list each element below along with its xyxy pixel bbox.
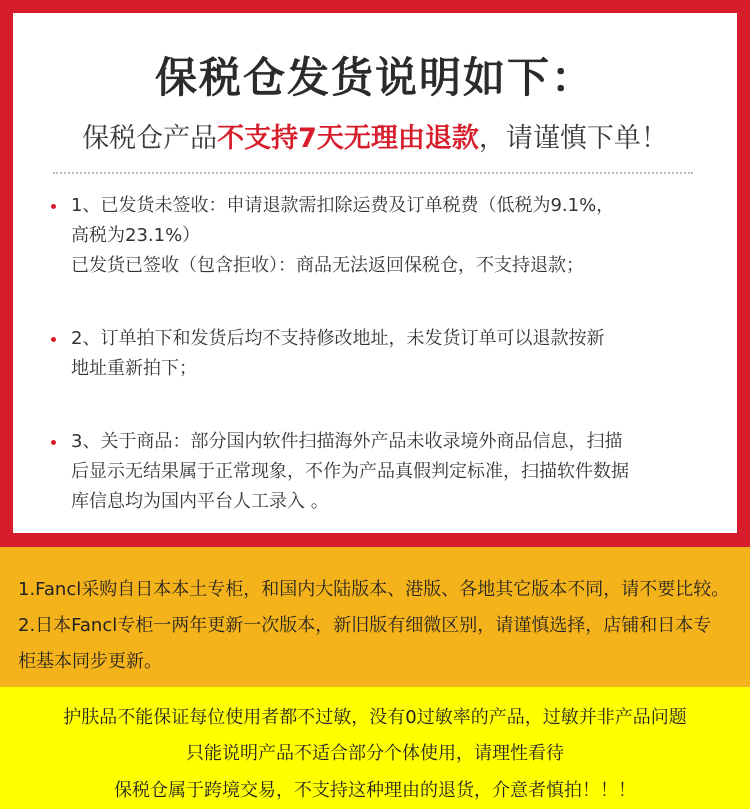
version-notice-line: 1.Fancl采购自日本本土专柜，和国内大陆版本、港版、各地其它版本不同，请不要比较。 bbox=[18, 579, 730, 600]
bullet-dot-icon bbox=[51, 204, 56, 209]
version-notice-line: 柜基本同步更新。 bbox=[18, 651, 162, 672]
subtitle bbox=[13, 116, 737, 155]
subtitle-prefix: 保税仓产品 bbox=[82, 123, 218, 154]
allergy-notice-line: 只能说明产品不适合部分个体使用，请理性看待 bbox=[186, 743, 564, 764]
allergy-notice-line: 护肤品不能保证每位使用者都不过敏，没有0过敏率的产品，过敏并非产品问题 bbox=[63, 707, 687, 728]
item-line: 库信息均为国内平台人工录入 。 bbox=[71, 491, 329, 512]
subtitle-highlight: 不支持7天无理由退款 bbox=[217, 123, 479, 154]
list-item bbox=[47, 427, 727, 517]
version-notice bbox=[0, 547, 750, 687]
bullet-dot-icon bbox=[51, 337, 56, 342]
page-title: 保税仓发货说明如下： bbox=[154, 53, 595, 102]
list-item bbox=[47, 324, 727, 384]
item-line: 后显示无结果属于正常现象，不作为产品真假判定标准，扫描软件数据 bbox=[71, 461, 629, 482]
policy-list bbox=[47, 191, 727, 517]
item-line: 地址重新拍下； bbox=[71, 358, 197, 379]
list-item bbox=[47, 191, 727, 281]
notice-section bbox=[0, 547, 750, 809]
item-line: 已发货已签收（包含拒收）：商品无法返回保税仓，不支持退款； bbox=[71, 255, 584, 276]
version-notice-line: 2.日本Fancl专柜一两年更新一次版本，新旧版有细微区别，请谨慎选择，店铺和日本专 bbox=[18, 615, 712, 636]
subtitle-suffix: ，请谨慎下单！ bbox=[478, 123, 668, 154]
dotted-divider bbox=[53, 172, 693, 174]
item-line: 1、已发货未签收：申请退款需扣除运费及订单税费（低税为9.1%， bbox=[71, 195, 615, 216]
info-card bbox=[13, 13, 737, 533]
item-line: 3、关于商品：部分国内软件扫描海外产品未收录境外商品信息，扫描 bbox=[71, 431, 623, 452]
allergy-notice-line: 保税仓属于跨境交易，不支持这种理由的退货，介意者慎拍！！！ bbox=[114, 780, 636, 801]
item-line: 2、订单拍下和发货后均不支持修改地址，未发货订单可以退款按新 bbox=[71, 328, 605, 349]
item-line: 高税为23.1%） bbox=[71, 225, 201, 246]
bullet-dot-icon bbox=[51, 440, 56, 445]
